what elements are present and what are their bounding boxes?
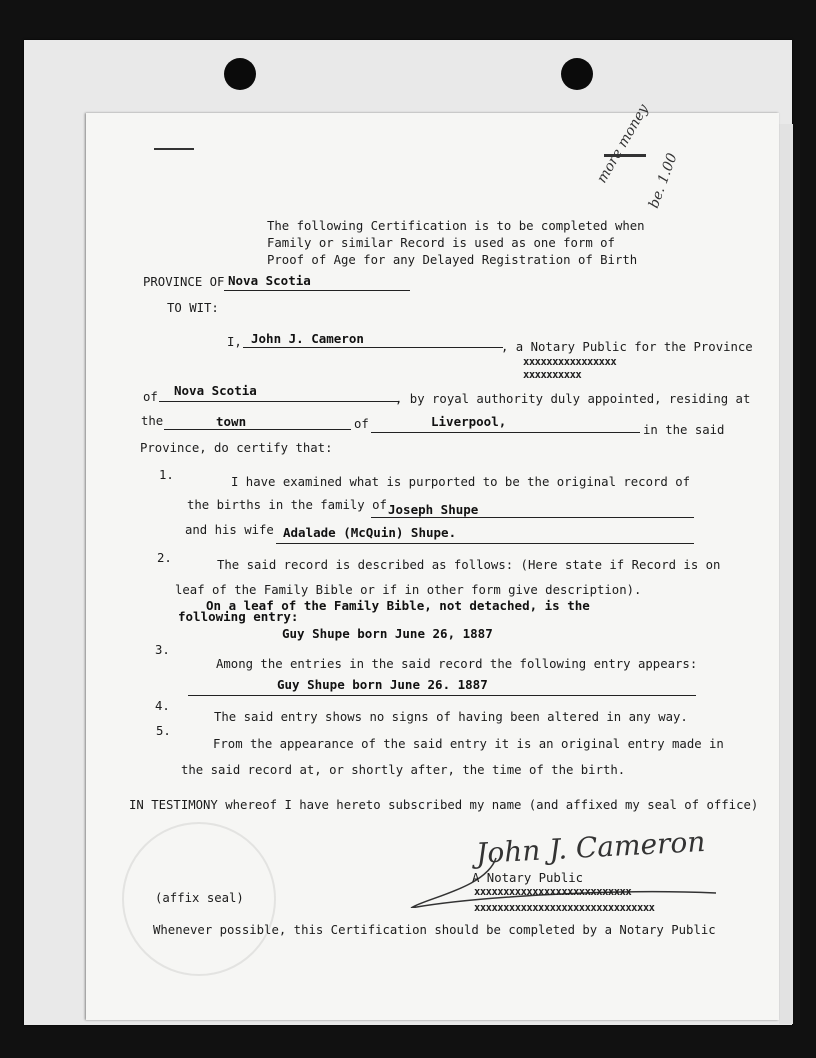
item5-text1: From the appearance of the said entry it is an original entry made in bbox=[213, 737, 724, 751]
record-description-3: Guy Shupe born June 26, 1887 bbox=[282, 626, 493, 641]
item4-text1: The said entry shows no signs of having been altered in any way. bbox=[214, 710, 688, 724]
record-entry: Guy Shupe born June 26. 1887 bbox=[277, 677, 488, 692]
item4-number: 4. bbox=[155, 699, 170, 713]
staple-mark-left bbox=[154, 148, 194, 150]
province-line bbox=[224, 290, 410, 291]
item5-text2: the said record at, or shortly after, the time of the birth. bbox=[181, 763, 626, 777]
notary-name-line bbox=[243, 347, 503, 348]
punch-hole-left bbox=[224, 58, 256, 90]
certification-sheet bbox=[86, 101, 779, 1020]
item1-number: 1. bbox=[159, 468, 174, 482]
notary-for-text: , a Notary Public for the Province bbox=[501, 340, 753, 354]
of-value: Nova Scotia bbox=[174, 383, 257, 398]
to-wit-label: TO WIT: bbox=[167, 301, 219, 315]
notary-signature: John J. Cameron bbox=[475, 825, 707, 870]
the-line bbox=[164, 429, 351, 430]
of-line bbox=[159, 401, 399, 402]
mother-line bbox=[276, 543, 694, 544]
struck-text-1: xxxxxxxxxxxxxxxx bbox=[523, 356, 617, 368]
notary-name: John J. Cameron bbox=[251, 331, 364, 346]
item2-number: 2. bbox=[157, 551, 172, 565]
item1-text3: and his wife bbox=[185, 523, 274, 537]
item2-text1: The said record is described as follows: (Here state if Record is on bbox=[217, 558, 721, 572]
entry-line bbox=[188, 695, 696, 696]
of-label: of bbox=[143, 390, 158, 404]
struck-text-4: xxxxxxxxxxxxxxxxxxxxxxxxxxxxxxx bbox=[474, 902, 655, 914]
header-line-1: The following Certification is to be completed when bbox=[267, 219, 645, 233]
struck-text-3: xxxxxxxxxxxxxxxxxxxxxxxxxxx bbox=[474, 886, 632, 898]
item1-text1: I have examined what is purported to be the original record of bbox=[231, 475, 691, 489]
affix-seal-label: (affix seal) bbox=[155, 891, 244, 905]
footer-text: Whenever possible, this Certification should be completed by a Notary Public bbox=[153, 923, 716, 937]
item5-number: 5. bbox=[156, 724, 171, 738]
mother-name: Adalade (McQuin) Shupe. bbox=[283, 525, 457, 540]
margin-note-line2: be. 1.00 bbox=[646, 151, 681, 211]
header-line-3: Proof of Age for any Delayed Registration of Birth bbox=[267, 253, 638, 267]
father-name: Joseph Shupe bbox=[388, 502, 479, 517]
i-label: I, bbox=[227, 335, 242, 349]
father-line bbox=[371, 517, 694, 518]
struck-text-2: xxxxxxxxxx bbox=[523, 369, 582, 381]
province-value: Nova Scotia bbox=[228, 273, 311, 288]
record-description-1: On a leaf of the Family Bible, not detached, is the bbox=[206, 598, 590, 613]
royal-authority-text: , by royal authority duly appointed, residing at bbox=[395, 392, 751, 406]
the-value: town bbox=[216, 414, 247, 429]
page-edge bbox=[779, 124, 793, 1024]
notary-public-label: A Notary Public bbox=[472, 871, 584, 885]
item2-text2: leaf of the Family Bible or if in other form give description). bbox=[175, 583, 642, 597]
in-the-said-text: in the said bbox=[643, 423, 725, 437]
item1-text2: the births in the family of bbox=[187, 498, 387, 512]
punch-hole-right bbox=[561, 58, 593, 90]
the-label: the bbox=[141, 414, 164, 428]
item3-text1: Among the entries in the said record the following entry appears: bbox=[216, 657, 698, 671]
town-line bbox=[371, 432, 640, 433]
testimony-text: IN TESTIMONY whereof I have hereto subscribed my name (and affixed my seal of office) bbox=[129, 798, 759, 812]
province-label: PROVINCE OF bbox=[143, 275, 225, 289]
record-description-2: following entry: bbox=[178, 609, 299, 624]
of2-label: of bbox=[354, 417, 369, 431]
margin-note-line1: more money bbox=[594, 101, 652, 186]
item3-number: 3. bbox=[155, 643, 170, 657]
header-line-2: Family or similar Record is used as one form of bbox=[267, 236, 615, 250]
town-value: Liverpool, bbox=[431, 414, 507, 429]
certify-text: Province, do certify that: bbox=[140, 441, 333, 455]
